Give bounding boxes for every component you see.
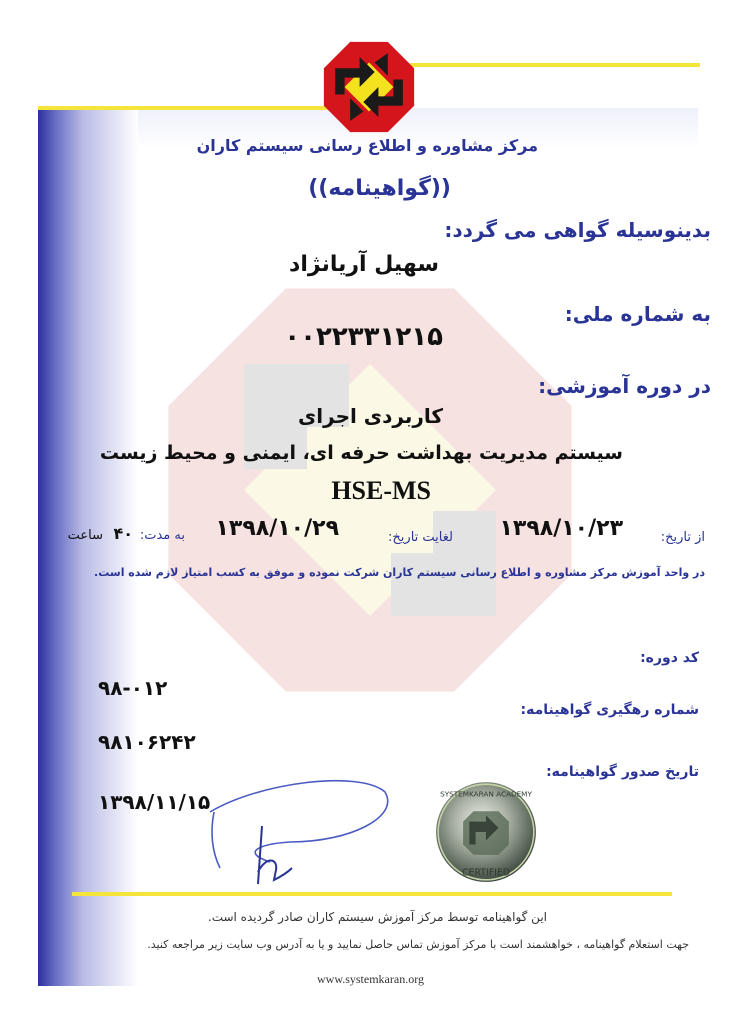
organization-name: مرکز مشاوره و اطلاع رسانی سیستم کاران bbox=[196, 136, 538, 155]
footer-website[interactable]: www.systemkaran.org bbox=[317, 972, 424, 986]
duration-value: ۴۰ bbox=[113, 524, 133, 543]
national-id-value: ۰۰۲۲۳۳۱۲۱۵ bbox=[284, 322, 443, 352]
seal-text-bottom: CERTIFIED bbox=[462, 867, 510, 879]
side-gradient-band bbox=[38, 108, 138, 986]
top-left-yellow-rule bbox=[38, 106, 328, 110]
national-id-label: به شماره ملی: bbox=[564, 302, 711, 326]
certificate-title: ((گواهینامه)) bbox=[308, 176, 451, 201]
footer-issued-statement: این گواهینامه توسط مرکز آموزش سیستم کاران صادر گردیده است. bbox=[207, 910, 547, 924]
to-date-value: ۱۳۹۸/۱۰/۲۹ bbox=[215, 516, 339, 541]
seal-text-top: SYSTEMKARAN ACADEMY bbox=[440, 789, 532, 799]
certify-intro-label: بدینوسیله گواهی می گردد: bbox=[444, 218, 711, 242]
duration-unit: ساعت bbox=[67, 528, 103, 543]
top-right-yellow-rule bbox=[410, 63, 700, 67]
completion-statement: در واحد آموزش مرکز مشاوره و اطلاع رسانی سیستم کاران شرکت نموده و موفق به کسب امتیاز لازم شده است. bbox=[94, 566, 705, 579]
footer-inquiry-statement: جهت استعلام گواهینامه ، خواهشمند است با مرکز آموزش تماس حاصل نمایید و یا به آدرس وب سایت زیر مراجعه کنید. bbox=[147, 938, 689, 951]
course-intro-label: در دوره آموزشی: bbox=[538, 374, 711, 398]
tracking-number-value: ۹۸۱۰۶۲۴۲ bbox=[98, 730, 196, 754]
to-date-label: لغایت تاریخ: bbox=[388, 530, 453, 545]
recipient-name: سهیل آریانژاد bbox=[289, 252, 439, 277]
course-code-label: کد دوره: bbox=[640, 650, 699, 666]
tracking-number-label: شماره رهگیری گواهینامه: bbox=[520, 702, 699, 718]
course-code-value: ۹۸-۰۱۲ bbox=[98, 676, 168, 700]
hologram-seal-icon bbox=[434, 780, 538, 884]
systemkaran-logo-icon bbox=[322, 40, 416, 134]
from-date-label: از تاریخ: bbox=[660, 530, 705, 545]
signature-icon bbox=[200, 772, 400, 892]
course-line-1: کاربردی اجرای bbox=[297, 404, 443, 428]
from-date-value: ۱۳۹۸/۱۰/۲۳ bbox=[499, 516, 623, 541]
footer-yellow-rule bbox=[72, 892, 672, 896]
issue-date-value: ۱۳۹۸/۱۱/۱۵ bbox=[98, 790, 211, 814]
course-line-2: سیستم مدیریت بهداشت حرفه ای، ایمنی و محیط زیست bbox=[99, 442, 623, 464]
course-code-latin: HSE-MS bbox=[331, 476, 431, 505]
duration-label: به مدت: bbox=[139, 528, 185, 543]
issue-date-label: تاریخ صدور گواهینامه: bbox=[546, 764, 699, 780]
